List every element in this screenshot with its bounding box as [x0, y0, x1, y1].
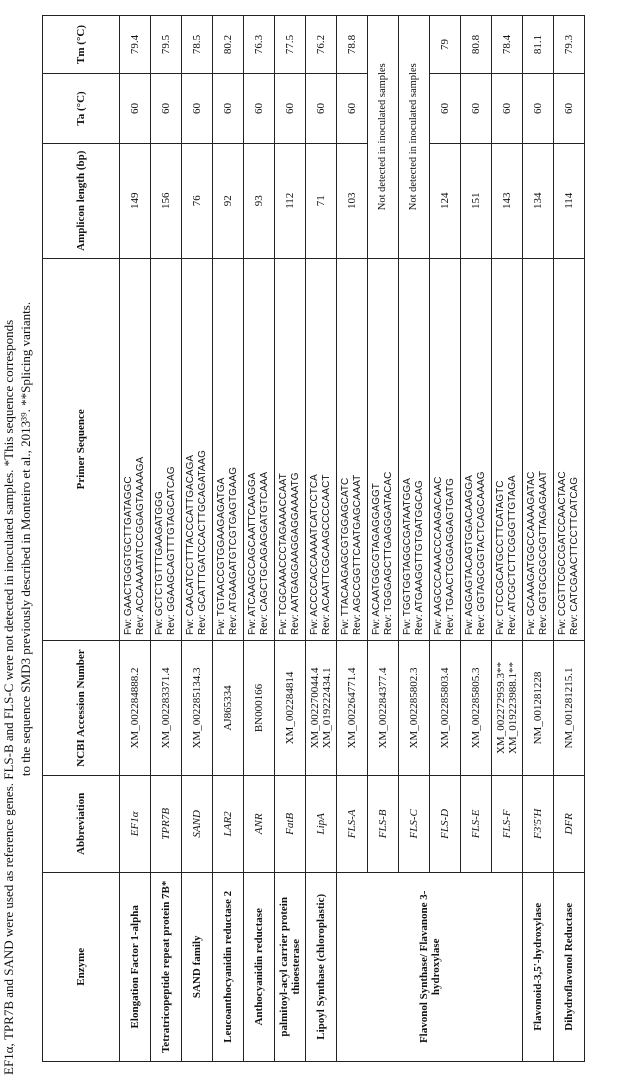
ta-cell: 60	[492, 73, 523, 143]
primer-reverse: Rev: GGAAGCAGTTTGTAGCATCAG	[166, 466, 177, 635]
primer-cell	[275, 258, 306, 640]
tm-cell: 79	[430, 16, 461, 74]
accession-cell	[306, 640, 337, 775]
table-row	[182, 16, 213, 1062]
primer-forward: Fw: CTCCGCATGCCTTCATAGTC	[495, 480, 506, 635]
ta-cell: 60	[244, 73, 275, 143]
abbreviation-cell: DFR	[554, 776, 585, 873]
amplicon-cell: 103	[337, 143, 368, 258]
accession-cell	[213, 640, 244, 775]
accession-number: XM_002264771.4	[346, 667, 358, 749]
ta-cell: 60	[554, 73, 585, 143]
primer-forward: Fw: TGTAACCGTGGAAGAGATGA	[216, 477, 227, 635]
caption-line-2: to the sequence SMD3 previously described in Monteiro et al., 2013³⁹. **Splicing variants.	[18, 301, 33, 777]
accession-cell	[492, 640, 523, 775]
accession-cell	[430, 640, 461, 775]
ta-cell: 60	[523, 73, 554, 143]
accession-cell	[399, 640, 430, 775]
accession-cell	[275, 640, 306, 775]
tm-cell: 81.1	[523, 16, 554, 74]
primer-forward: Fw: CAACATCCTTTACCCATTGACAGA	[185, 454, 196, 635]
primer-table	[42, 15, 585, 1062]
abbreviation-cell: FLS-F	[492, 776, 523, 873]
amplicon-cell: 93	[244, 143, 275, 258]
primer-reverse: Rev: AGCCGGTTCAATGAGCAAAT	[352, 474, 363, 635]
table-row	[523, 16, 554, 1062]
table-row	[213, 16, 244, 1062]
accession-number: XM_002285802.3	[408, 667, 420, 749]
enzyme-cell: Lipoyl Synthase (chloroplastic)	[306, 872, 337, 1061]
amplicon-cell: 156	[151, 143, 182, 258]
accession-number: NM_001281228	[532, 671, 544, 745]
ta-cell: 60	[430, 73, 461, 143]
accession-number-2: XM_019223988.1**	[507, 662, 519, 755]
not-detected-note: Not detected in inoculated samples	[368, 16, 399, 259]
amplicon-cell: 71	[306, 143, 337, 258]
tm-cell: 79.5	[151, 16, 182, 74]
primer-cell	[182, 258, 213, 640]
tm-cell: 77.5	[275, 16, 306, 74]
accession-number: XM_002284888.2	[129, 667, 141, 749]
ta-cell: 60	[213, 73, 244, 143]
tm-cell: 78.4	[492, 16, 523, 74]
accession-number: XM_002285803.4	[439, 667, 451, 749]
header-abbreviation: Abbreviation	[43, 776, 120, 873]
primer-cell	[151, 258, 182, 640]
primer-reverse: Rev: GGTGCGGCGGTTAGAGAAAT	[538, 470, 549, 635]
primer-cell	[368, 258, 399, 640]
amplicon-cell: 114	[554, 143, 585, 258]
amplicon-cell: 149	[120, 143, 151, 258]
enzyme-cell: Tetratricopeptide repeat protein 7B*	[151, 872, 182, 1061]
abbreviation-cell: FLS-B	[368, 776, 399, 873]
accession-number: XM_002285805.3	[470, 667, 482, 749]
primer-forward: Fw: TCGCAAACCCTAGAAACCAAT	[278, 473, 289, 635]
primer-forward: Fw: ATCAAGCCAGCAATTCAAGGA	[247, 472, 258, 635]
primer-cell	[492, 258, 523, 640]
amplicon-cell: 92	[213, 143, 244, 258]
header-primer: Primer Sequence	[43, 258, 120, 640]
accession-number: XM_002285134.3	[191, 667, 203, 749]
header-ta: Ta (°C)	[43, 73, 120, 143]
enzyme-cell: Flavonoid-3,5'-hydroxylase	[523, 872, 554, 1061]
tm-cell: 80.2	[213, 16, 244, 74]
tm-cell: 78.8	[337, 16, 368, 74]
primer-reverse: Rev: TGGGAGCTTGAGGGATACAC	[383, 471, 394, 635]
primer-cell	[120, 258, 151, 640]
enzyme-cell: Leucoanthocyanidin reductase 2	[213, 872, 244, 1061]
accession-number: AJ865334	[222, 685, 234, 731]
caption-line-1: EF1α, TPR7B and SAND were used as reference genes. FLS-B and FLS-C were not detected in inoculated samples. *This sequence corresponds	[1, 319, 16, 1075]
table-row	[554, 16, 585, 1062]
header-row	[43, 16, 120, 1062]
accession-cell	[182, 640, 213, 775]
ta-cell: 60	[182, 73, 213, 143]
abbreviation-cell: FLS-A	[337, 776, 368, 873]
primer-reverse: Rev: AATGAGGAAGGAGGAAAATG	[290, 472, 301, 635]
abbreviation-cell: FLS-C	[399, 776, 430, 873]
enzyme-cell: SAND family	[182, 872, 213, 1061]
enzyme-cell: Dihydroflavonol Reductase	[554, 872, 585, 1061]
ta-cell: 60	[151, 73, 182, 143]
header-amplicon: Amplicon length (bp)	[43, 143, 120, 258]
primer-reverse: Rev: GGTAGCGGTACTCAGCAAAG	[476, 471, 487, 635]
primer-reverse: Rev: CAGCTGCAGAGGATGTCAAA	[259, 471, 270, 635]
accession-cell	[554, 640, 585, 775]
primer-cell	[554, 258, 585, 640]
tm-cell: 76.3	[244, 16, 275, 74]
primer-cell	[213, 258, 244, 640]
accession-cell	[337, 640, 368, 775]
ta-cell: 60	[337, 73, 368, 143]
enzyme-cell: Anthocyanidin reductase	[244, 872, 275, 1061]
enzyme-cell: Elongation Factor 1-alpha	[120, 872, 151, 1061]
primer-cell	[523, 258, 554, 640]
abbreviation-cell: LAR2	[213, 776, 244, 873]
ta-cell: 60	[306, 73, 337, 143]
primer-reverse: Rev: ATGAAGATGTCGTGAGTGAAG	[228, 466, 239, 635]
amplicon-cell: 143	[492, 143, 523, 258]
abbreviation-cell: TPR7B	[151, 776, 182, 873]
accession-number: XM_002284377.4	[377, 667, 389, 749]
primer-forward: Fw: GCTCTGTTTGAAGATGGG	[154, 491, 165, 635]
primer-reverse: Rev: CATCGAACTTCCTTCATCAG	[569, 477, 580, 635]
accession-number: XM_002283371.4	[160, 667, 172, 749]
tm-cell: 78.5	[182, 16, 213, 74]
accession-cell	[461, 640, 492, 775]
primer-cell	[430, 258, 461, 640]
accession-number: XM_002270044.4	[309, 667, 321, 749]
primer-cell	[461, 258, 492, 640]
header-enzyme: Enzyme	[43, 872, 120, 1061]
tm-cell: 79.3	[554, 16, 585, 74]
accession-cell	[120, 640, 151, 775]
table-row	[275, 16, 306, 1062]
abbreviation-cell: LipA	[306, 776, 337, 873]
accession-number: XM_002284814	[284, 671, 296, 745]
primer-cell	[306, 258, 337, 640]
ta-cell: 60	[275, 73, 306, 143]
primer-reverse: Rev: ACCAAAATATCCGGAGTAAAAGA	[135, 456, 146, 635]
abbreviation-cell: FLS-E	[461, 776, 492, 873]
amplicon-cell: 151	[461, 143, 492, 258]
tm-cell: 76.2	[306, 16, 337, 74]
abbreviation-cell: FLS-D	[430, 776, 461, 873]
amplicon-cell: 112	[275, 143, 306, 258]
accession-number-2: XM_019222434.1	[321, 667, 333, 749]
primer-reverse: Rev: ACAATTCGCAAGCCCCAACT	[321, 474, 332, 635]
primer-forward: Fw: GAACTGGGTGCTTGATAGGC	[123, 476, 134, 635]
primer-reverse: Rev: ATCGCTCTTCGGGTTGTAGA	[507, 475, 518, 635]
primer-forward: Fw: GCAAAGATGGCCAAAAGATAC	[526, 471, 537, 635]
header-accession: NCBI Accession Number	[43, 640, 120, 775]
ta-cell: 60	[461, 73, 492, 143]
enzyme-cell: palmitoyl-acyl carrier protein thioesterase	[275, 872, 306, 1061]
accession-number: NM_001281215.1	[563, 667, 575, 749]
table-row	[306, 16, 337, 1062]
primer-forward: Fw: CCGTTCGCCGATCCAACTAAC	[557, 471, 568, 635]
amplicon-cell: 76	[182, 143, 213, 258]
ta-cell: 60	[120, 73, 151, 143]
tm-cell: 80.8	[461, 16, 492, 74]
abbreviation-cell: F3'5'H	[523, 776, 554, 873]
primer-cell	[337, 258, 368, 640]
accession-cell	[151, 640, 182, 775]
accession-cell	[244, 640, 275, 775]
primer-reverse: Rev: ATGAAGGTTGTGATGGCAG	[414, 480, 425, 635]
primer-forward: Fw: ACCCCACCAAAATCATCCTCA	[309, 474, 320, 635]
not-detected-note: Not detected in inoculated samples	[399, 16, 430, 259]
primer-forward: Fw: TTACAAGAGCGTGGAGCATC	[340, 477, 351, 635]
primer-forward: Fw: AAGCCCAAACCCAAGACAAC	[433, 476, 444, 635]
primer-cell	[399, 258, 430, 640]
accession-cell	[523, 640, 554, 775]
accession-number: XM_002272959.3**	[495, 662, 507, 755]
accession-number: BN000166	[253, 683, 265, 733]
table-caption	[0, 9, 34, 1075]
table-row	[337, 16, 368, 1062]
primer-forward: Fw: ACAATGGCGTAGAGGAGGT	[371, 483, 382, 635]
abbreviation-cell: ANR	[244, 776, 275, 873]
primer-cell	[244, 258, 275, 640]
accession-cell	[368, 640, 399, 775]
abbreviation-cell: SAND	[182, 776, 213, 873]
header-tm: Tm (°C)	[43, 16, 120, 74]
amplicon-cell: 124	[430, 143, 461, 258]
table-row	[120, 16, 151, 1062]
abbreviation-cell: EF1α	[120, 776, 151, 873]
table-row	[244, 16, 275, 1062]
table-row	[151, 16, 182, 1062]
primer-forward: Fw: AGGAGTACAGTGGACAAGGA	[464, 475, 475, 635]
enzyme-cell-fls-group: Flavonol Synthase/ Flavanone 3-hydroxylase	[337, 872, 523, 1061]
amplicon-cell: 134	[523, 143, 554, 258]
tm-cell: 79.4	[120, 16, 151, 74]
abbreviation-cell: FatB	[275, 776, 306, 873]
primer-reverse: Rev: GCATTTGATCCACTTGCAGATAAG	[197, 450, 208, 635]
primer-forward: Fw: TGGTGGTAGGCGATAATGGA	[402, 478, 413, 635]
primer-reverse: Rev: TGAACTCGGAGGAGTGATG	[445, 478, 456, 635]
